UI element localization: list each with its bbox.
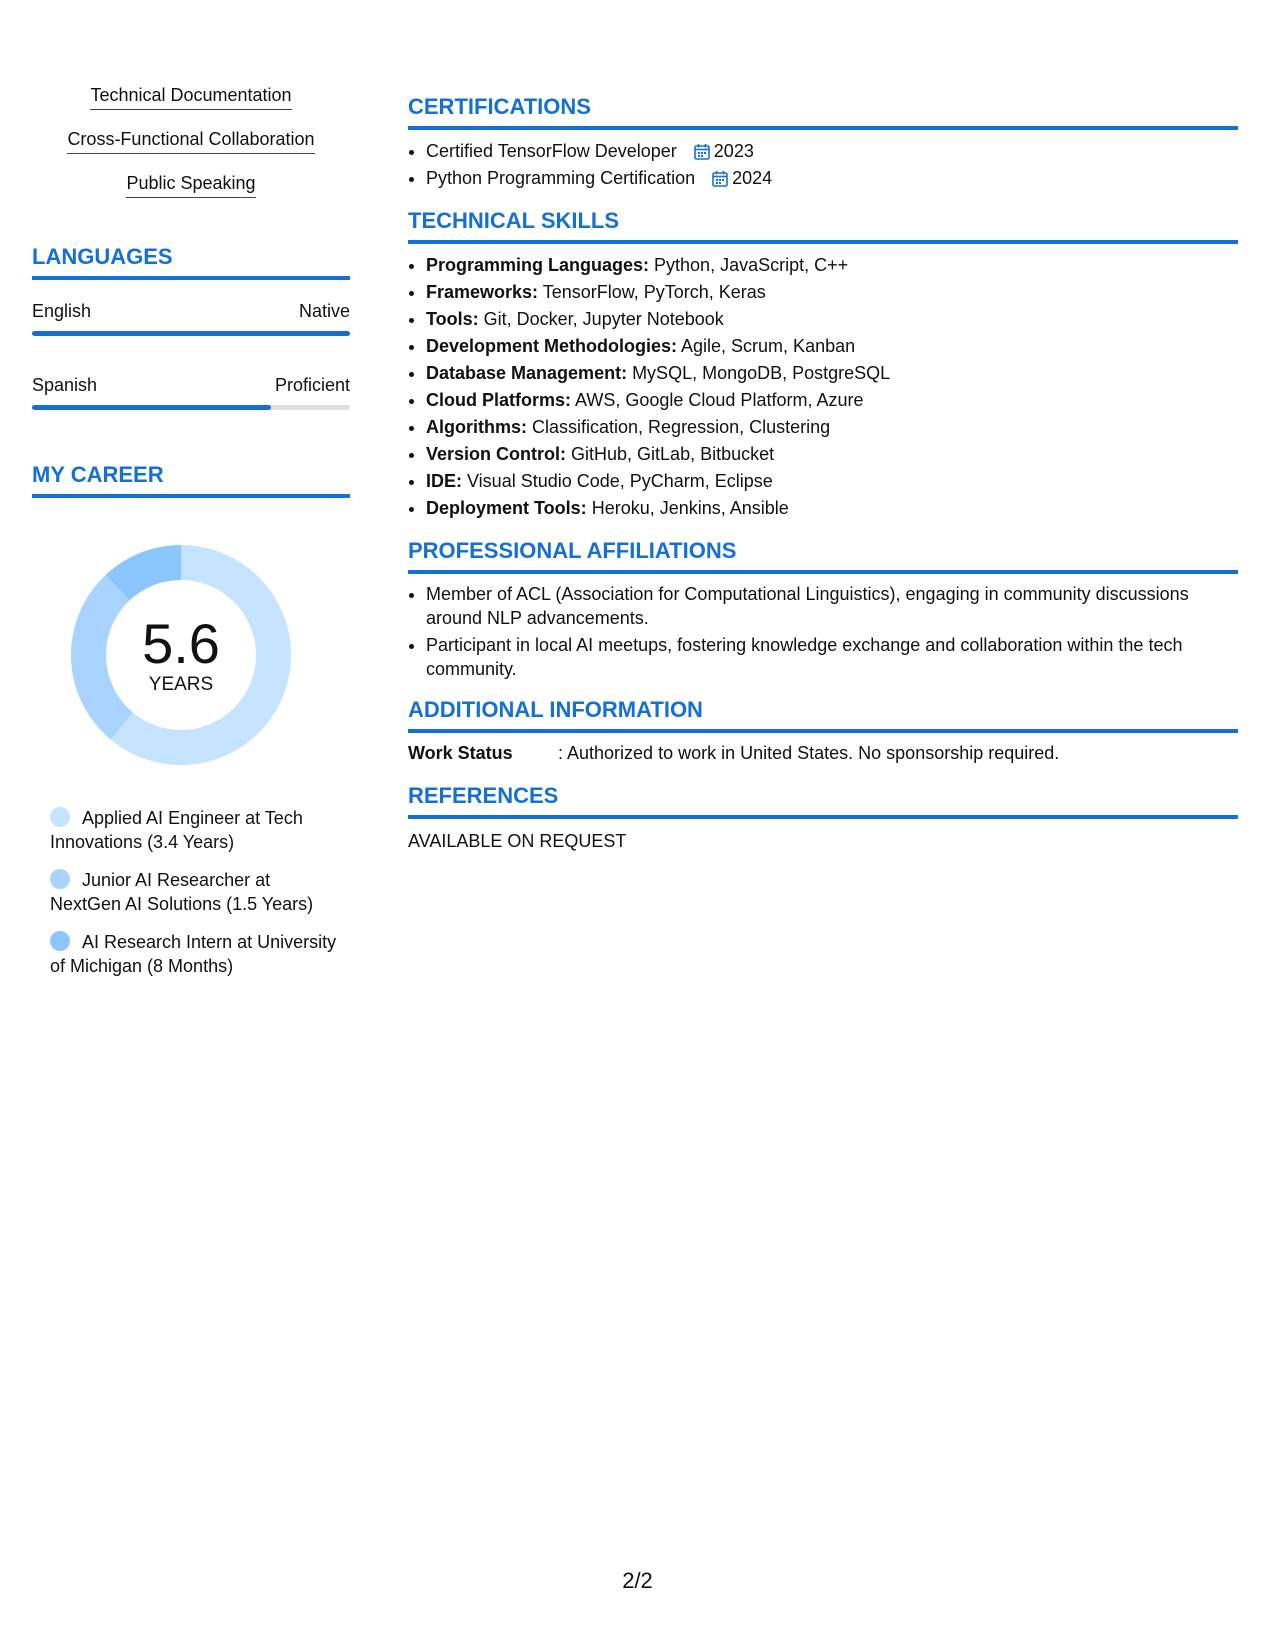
references-text: AVAILABLE ON REQUEST bbox=[408, 831, 627, 851]
skill-value: Agile, Scrum, Kanban bbox=[677, 336, 856, 356]
career-donut bbox=[66, 540, 296, 770]
technical-skills-title: TECHNICAL SKILLS bbox=[408, 208, 1238, 244]
skill-label: Version Control: bbox=[426, 444, 567, 464]
career-unit: YEARS bbox=[148, 674, 214, 695]
skill-item bbox=[426, 468, 1238, 495]
skill-label: Frameworks: bbox=[426, 282, 539, 302]
right-column bbox=[408, 94, 1238, 853]
certification-name: Certified TensorFlow Developer bbox=[426, 141, 677, 161]
career-total: 5.6 bbox=[142, 612, 220, 675]
skill-label: Tools: bbox=[426, 309, 479, 329]
certifications-list bbox=[408, 138, 1238, 192]
skill-value: MySQL, MongoDB, PostgreSQL bbox=[627, 363, 891, 383]
skill-tag: Public Speaking bbox=[126, 172, 255, 198]
certification-year: 2024 bbox=[732, 168, 773, 188]
skill-value: TensorFlow, PyTorch, Keras bbox=[538, 282, 766, 302]
skill-label: Deployment Tools: bbox=[426, 498, 587, 518]
skill-item bbox=[426, 306, 1238, 333]
skill-item bbox=[426, 333, 1238, 360]
work-status-label: Work Status bbox=[408, 743, 513, 763]
legend-label: Junior AI Researcher at NextGen AI Solutions (1.5 Years) bbox=[50, 870, 314, 914]
skill-value: Visual Studio Code, PyCharm, Eclipse bbox=[462, 471, 773, 491]
career-legend bbox=[32, 806, 340, 978]
language-item bbox=[32, 300, 350, 336]
language-level: Native bbox=[298, 301, 350, 321]
legend-dot-icon bbox=[50, 931, 70, 951]
calendar-icon bbox=[712, 170, 728, 187]
skill-tag: Technical Documentation bbox=[90, 84, 291, 110]
skill-tags bbox=[32, 84, 350, 216]
skill-value: Classification, Regression, Clustering bbox=[527, 417, 831, 437]
language-item bbox=[32, 374, 350, 410]
certifications-title: CERTIFICATIONS bbox=[408, 94, 1238, 130]
legend-dot-icon bbox=[50, 807, 70, 827]
skill-item bbox=[426, 252, 1238, 279]
affiliations-title: PROFESSIONAL AFFILIATIONS bbox=[408, 538, 1238, 574]
skill-label: Algorithms: bbox=[426, 417, 527, 437]
skill-label: Database Management: bbox=[426, 363, 628, 383]
affiliations-list bbox=[408, 582, 1238, 681]
skill-item bbox=[426, 387, 1238, 414]
language-bar-fill bbox=[32, 405, 271, 410]
language-name: Spanish bbox=[32, 375, 98, 395]
skill-value: GitHub, GitLab, Bitbucket bbox=[566, 444, 775, 464]
skill-item bbox=[426, 279, 1238, 306]
skill-label: Programming Languages: bbox=[426, 255, 650, 275]
references-title: REFERENCES bbox=[408, 783, 1238, 819]
skill-value: AWS, Google Cloud Platform, Azure bbox=[571, 390, 864, 410]
legend-label: Applied AI Engineer at Tech Innovations (3.4 Years) bbox=[50, 808, 303, 852]
skill-tag: Cross-Functional Collaboration bbox=[67, 128, 314, 154]
legend-item bbox=[50, 868, 340, 916]
legend-item bbox=[50, 930, 340, 978]
skill-item bbox=[426, 414, 1238, 441]
certification-name: Python Programming Certification bbox=[426, 168, 696, 188]
page-number: 2/2 bbox=[622, 1568, 653, 1593]
languages-title: LANGUAGES bbox=[32, 244, 350, 280]
technical-skills-list bbox=[408, 252, 1238, 522]
legend-item bbox=[50, 806, 340, 854]
language-bar-fill bbox=[32, 331, 350, 336]
legend-dot-icon bbox=[50, 869, 70, 889]
skill-value: Python, JavaScript, C++ bbox=[649, 255, 849, 275]
language-bar bbox=[32, 405, 350, 410]
language-name: English bbox=[32, 301, 92, 321]
skill-label: Cloud Platforms: bbox=[426, 390, 572, 410]
work-status-value: : Authorized to work in United States. No sponsorship required. bbox=[558, 743, 1060, 763]
skill-label: Development Methodologies: bbox=[426, 336, 678, 356]
languages-list bbox=[32, 300, 350, 410]
legend-label: AI Research Intern at University of Michigan (8 Months) bbox=[50, 932, 337, 976]
calendar-icon bbox=[694, 143, 710, 160]
skill-item bbox=[426, 495, 1238, 522]
certification-year: 2023 bbox=[713, 141, 754, 161]
certification-item bbox=[426, 165, 1238, 192]
work-status-row bbox=[408, 741, 1238, 765]
affiliation-item: • Participant in local AI meetups, fostering knowledge exchange and collaboration within the tech community. bbox=[426, 633, 1238, 681]
career-title: MY CAREER bbox=[32, 462, 350, 498]
skill-value: Heroku, Jenkins, Ansible bbox=[586, 498, 789, 518]
left-column bbox=[32, 84, 350, 992]
certification-item bbox=[426, 138, 1238, 165]
language-level: Proficient bbox=[274, 375, 350, 395]
affiliation-item: • Member of ACL (Association for Computational Linguistics), engaging in community discussions around NLP advancements. bbox=[426, 582, 1238, 630]
skill-item bbox=[426, 360, 1238, 387]
skill-label: IDE: bbox=[426, 471, 462, 491]
skill-item bbox=[426, 441, 1238, 468]
additional-info-title: ADDITIONAL INFORMATION bbox=[408, 697, 1238, 733]
skill-value: Git, Docker, Jupyter Notebook bbox=[478, 309, 724, 329]
language-bar bbox=[32, 331, 350, 336]
